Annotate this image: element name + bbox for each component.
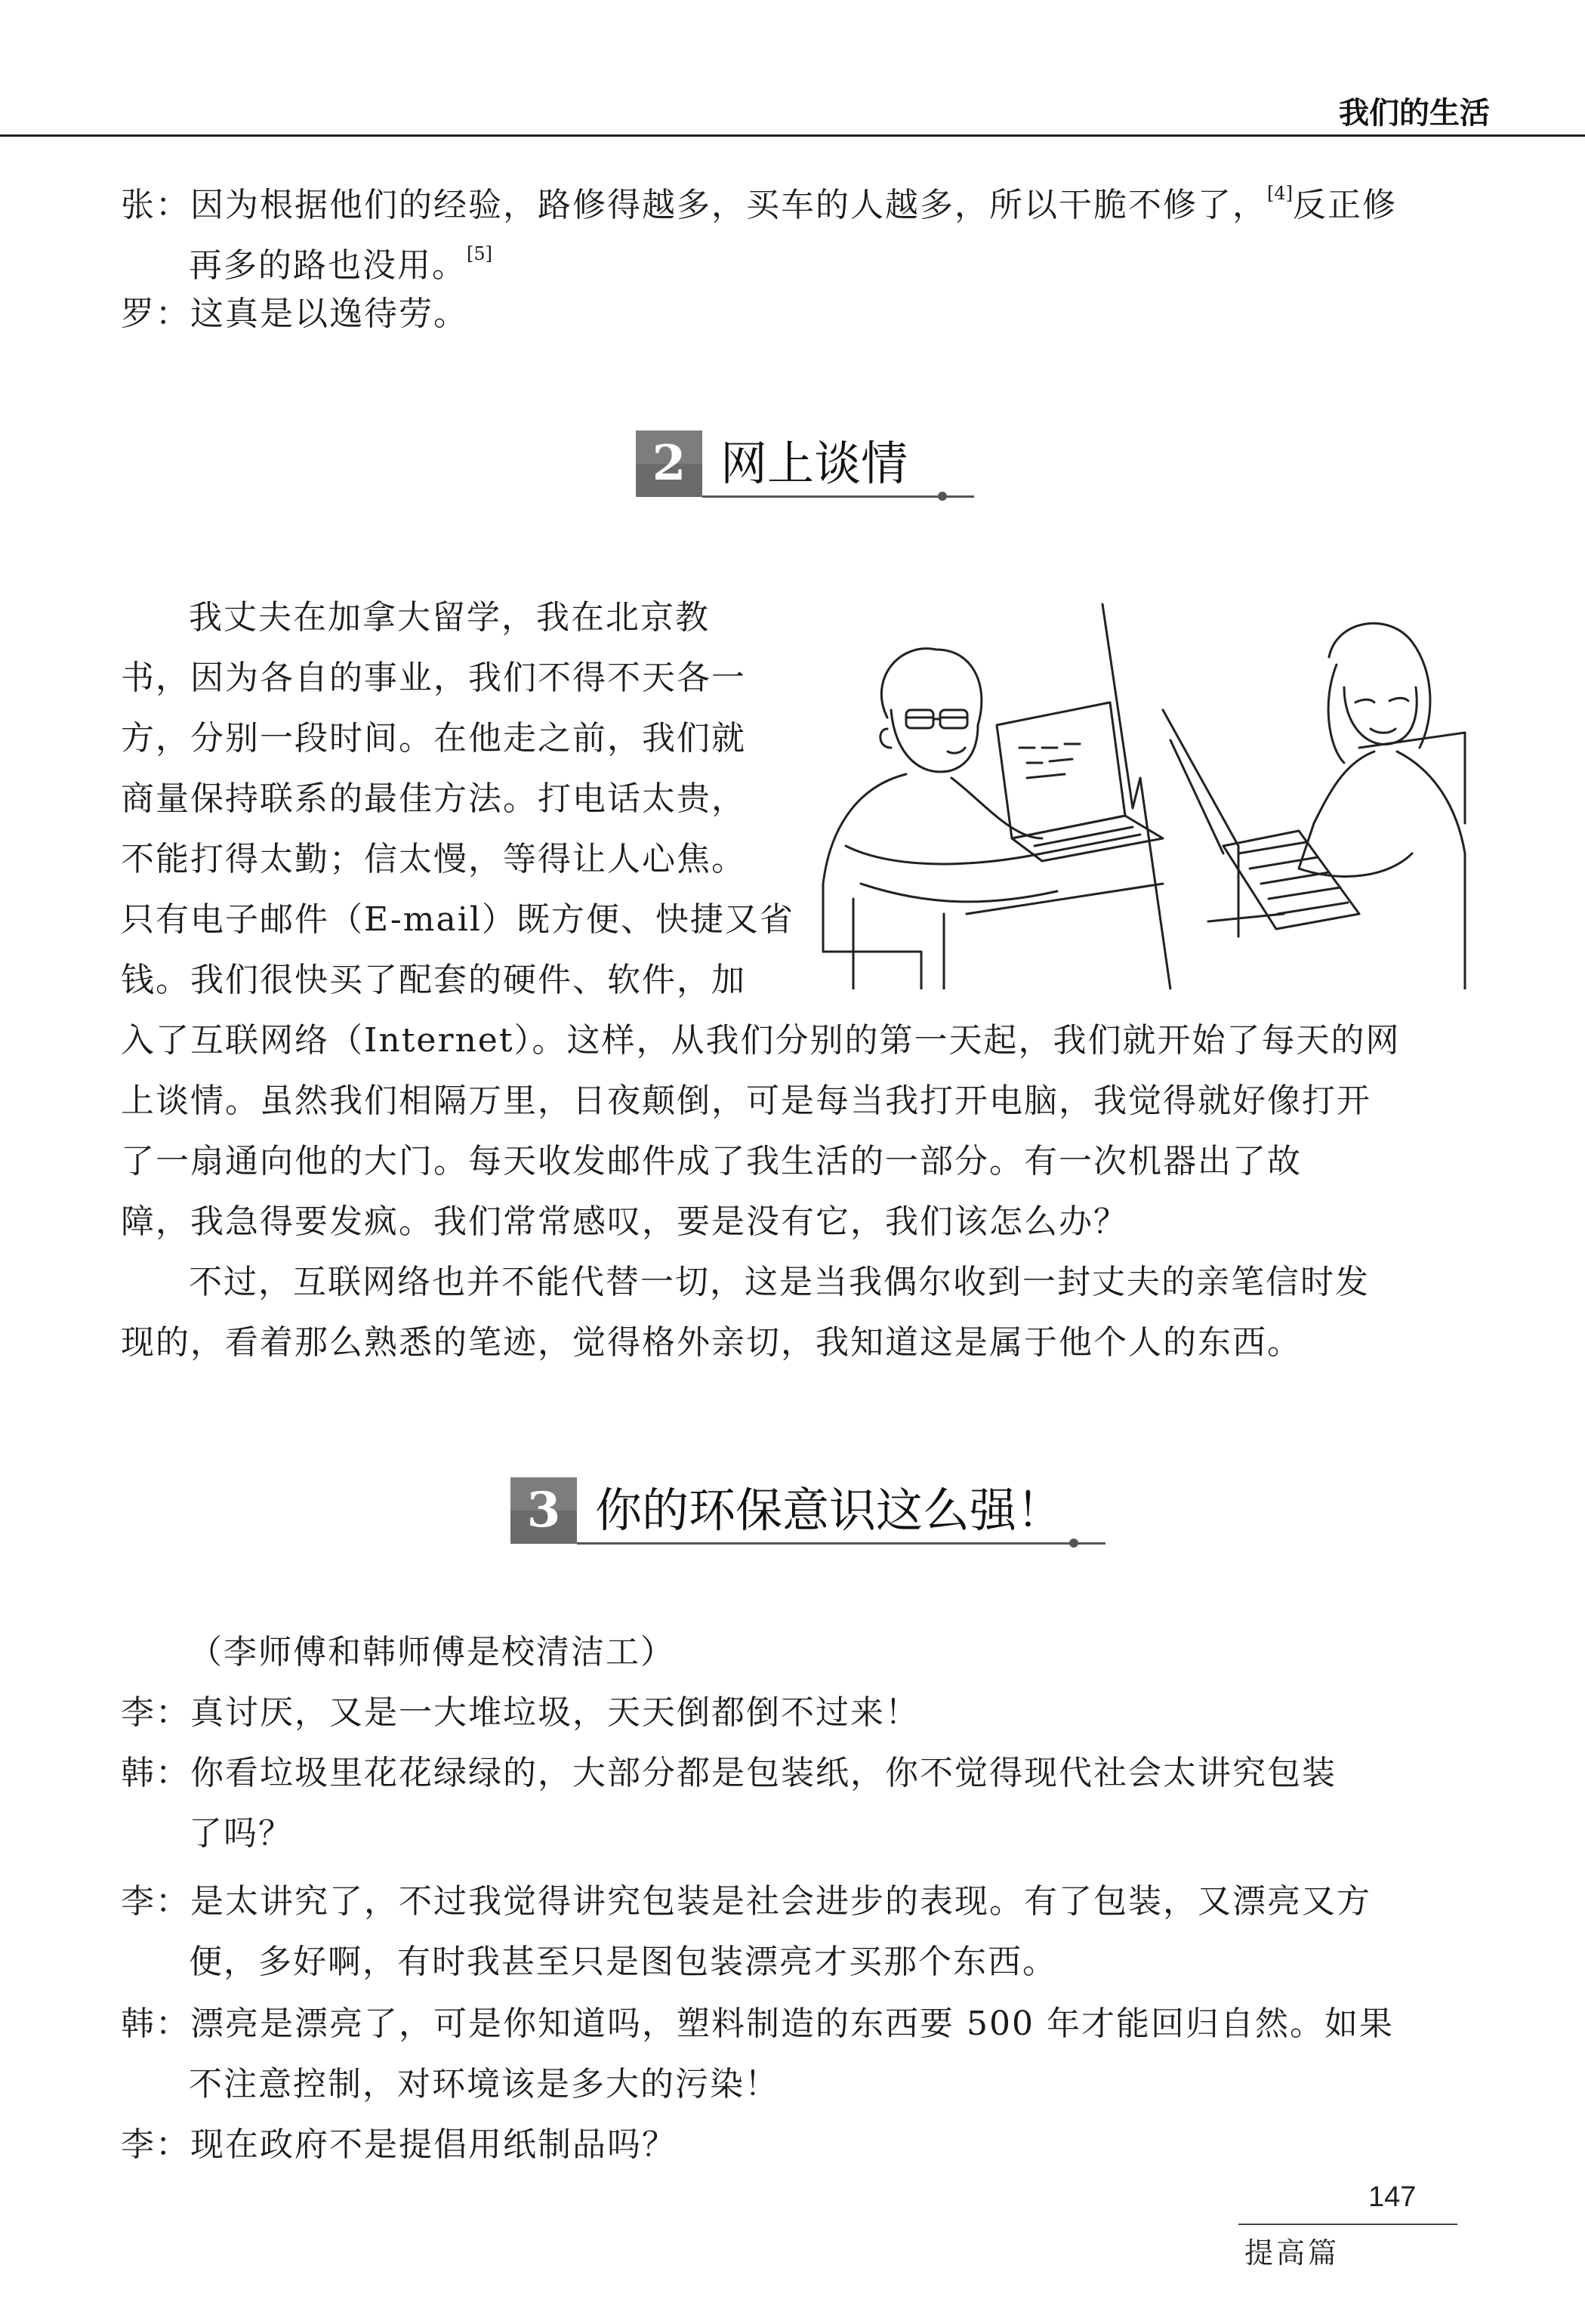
section-heading — [510, 1477, 1084, 1553]
speaker-label: 韩： — [121, 2005, 190, 2043]
dialogue-line — [189, 2063, 779, 2106]
paragraph-line: 上谈情。虽然我们相隔万里，日夜颠倒，可是每当我打开电脑，我觉得就好像打开 — [121, 1082, 1371, 1120]
dialogue-line — [121, 2124, 677, 2166]
speaker-label: 李： — [121, 2125, 190, 2164]
page-number: 147 — [1368, 2181, 1417, 2213]
dialogue-text: 便，多好啊，有时我甚至只是图包装漂亮才买那个东西。 — [189, 1943, 1057, 1981]
speaker-label: 张： — [121, 186, 190, 224]
dialogue-text: 因为根据他们的经验，路修得越多，买车的人越多，所以干脆不修了， — [190, 186, 1267, 224]
paragraph-line: 钱。我们很快买了配套的硬件、软件，加 — [121, 961, 746, 999]
dialogue-text: 真讨厌，又是一大堆垃圾，天天倒都倒不过来！ — [190, 1693, 920, 1732]
speaker-label: 韩： — [121, 1754, 190, 1792]
dialogue-line — [121, 1881, 1371, 1923]
dialogue-line — [121, 2003, 1394, 2045]
dialogue-text: 不注意控制，对环境该是多大的污染！ — [189, 2065, 779, 2103]
section-heading — [636, 431, 953, 506]
section-underline-dot — [938, 492, 947, 501]
paragraph-line: 只有电子邮件（E-mail）既方便、快捷又省 — [121, 900, 794, 939]
speaker-label: 罗： — [121, 295, 190, 333]
paragraph-line: 不能打得太勤；信太慢，等得让人心焦。 — [121, 840, 746, 878]
dialogue-text: 你看垃圾里花花绿绿的，大部分都是包装纸，你不觉得现代社会太讲究包装 — [190, 1754, 1337, 1792]
dialogue-text: （李师傅和韩师傅是校清洁工） — [189, 1633, 675, 1671]
paragraph-line: 现的，看着那么熟悉的笔迹，觉得格外亲切，我知道这是属于他个人的东西。 — [121, 1323, 1302, 1362]
dialogue-text: 是太讲究了，不过我觉得讲究包装是社会进步的表现。有了包装，又漂亮又方 — [190, 1882, 1371, 1921]
dialogue-line — [121, 172, 1397, 227]
speaker-label: 李： — [121, 1693, 190, 1732]
footer-label: 提高篇 — [1244, 2236, 1340, 2270]
dialogue-text: 现在政府不是提倡用纸制品吗？ — [190, 2125, 677, 2164]
section-underline — [577, 1542, 1105, 1545]
paragraph-line: 商量保持联系的最佳方法。打电话太贵， — [121, 779, 746, 818]
section-number-badge: 3 — [510, 1477, 577, 1544]
section-underline — [702, 495, 974, 498]
paragraph-line: 方，分别一段时间。在他走之前，我们就 — [121, 719, 746, 758]
footer-rule — [1238, 2224, 1457, 2225]
stage-direction — [189, 1631, 675, 1674]
paragraph-line: 了一扇通向他的大门。每天收发邮件成了我生活的一部分。有一次机器出了故 — [121, 1142, 1302, 1181]
paragraph-line: 入了互联网络（Internet）。这样，从我们分别的第一天起，我们就开始了每天的网 — [121, 1021, 1401, 1060]
speaker-label: 李： — [121, 1882, 190, 1921]
running-header-title: 我们的生活 — [1339, 96, 1490, 131]
dialogue-line — [189, 1941, 1057, 1983]
header-rule — [0, 134, 1585, 137]
dialogue-text: 这真是以逸待劳。 — [190, 295, 468, 333]
paragraph-line: 障，我急得要发疯。我们常常感叹，要是没有它，我们该怎么办？ — [121, 1202, 1128, 1241]
footnote-marker: [5] — [467, 243, 492, 264]
section-number-badge: 2 — [636, 431, 702, 497]
dialogue-text: 漂亮是漂亮了，可是你知道吗，塑料制造的东西要 500 年才能回归自然。如果 — [190, 2005, 1394, 2043]
section-underline-dot — [1069, 1539, 1078, 1548]
section-title: 网上谈情 — [720, 436, 908, 491]
dialogue-text-after: 反正修 — [1293, 186, 1397, 224]
dialogue-line — [189, 1813, 293, 1855]
dialogue-line — [121, 293, 468, 335]
two-people-at-computers-illustration — [816, 597, 1480, 989]
dialogue-text: 了吗？ — [189, 1814, 293, 1853]
dialogue-line — [121, 1692, 920, 1734]
paragraph-line: 不过，互联网络也并不能代替一切，这是当我偶尔收到一封丈夫的亲笔信时发 — [189, 1263, 1370, 1301]
paragraph-line: 书，因为各自的事业，我们不得不天各一 — [121, 659, 746, 697]
paragraph-line: 我丈夫在加拿大留学，我在北京教 — [189, 598, 710, 637]
dialogue-line — [121, 1752, 1337, 1795]
dialogue-line — [189, 233, 492, 287]
footnote-marker: [4] — [1267, 183, 1293, 204]
dialogue-text: 再多的路也没用。 — [189, 246, 467, 285]
section-title: 你的环保意识这么强！ — [595, 1483, 1064, 1538]
